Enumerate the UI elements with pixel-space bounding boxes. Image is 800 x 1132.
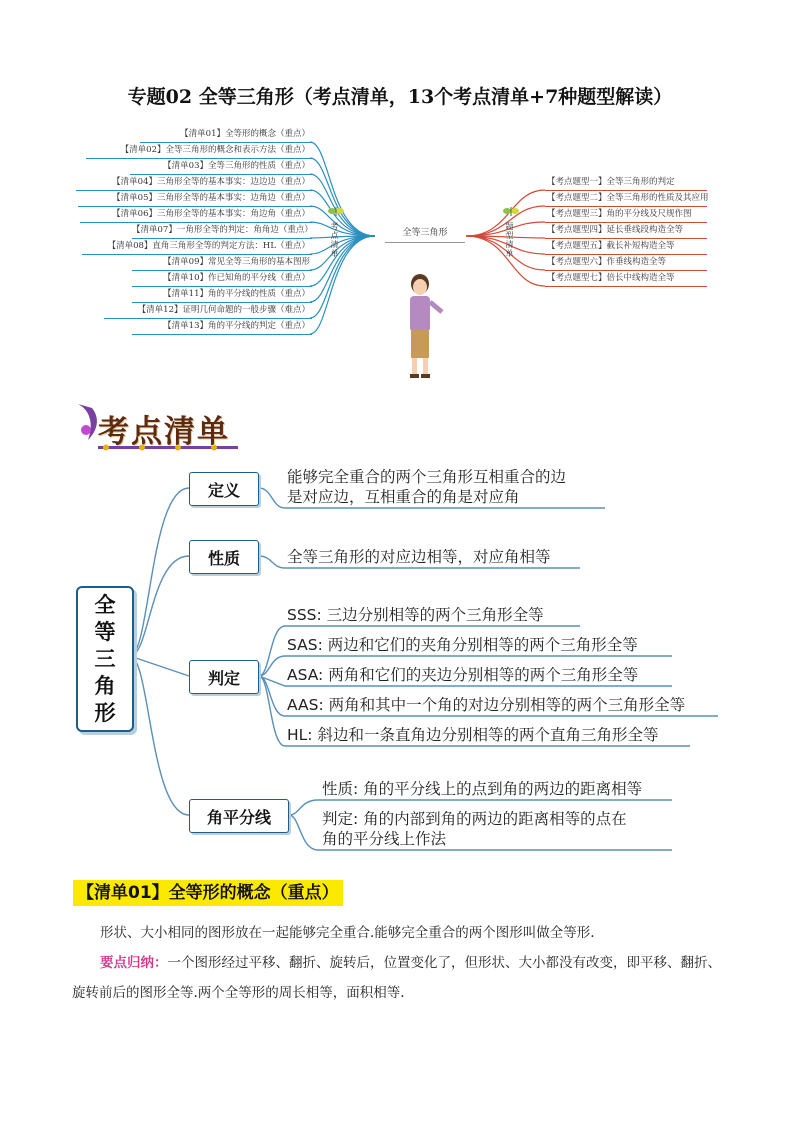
root-char: 全 [94, 592, 116, 617]
bisector-property: 性质: 角的平分线上的点到角的两边的距离相等 [322, 780, 643, 798]
overview-left-item: 【清单04】三角形全等的基本事实：边边边（重点） [76, 176, 312, 191]
root-char: 形 [94, 700, 116, 725]
overview-right-item: 【考点题型三】角的平分线及尺规作图 [545, 208, 707, 223]
branch-criteria: 判定 [189, 660, 259, 694]
page-title: 专题02 全等三角形（考点清单，13个考点清单+7种题型解读） [127, 86, 673, 108]
overview-right-item: 【考点题型五】截长补短构造全等 [545, 240, 707, 255]
banner-title: 考点清单 [98, 414, 230, 450]
criteria-sss: SSS: 三边分别相等的两个三角形全等 [287, 606, 544, 624]
overview-left-item: 【清单06】三角形全等的基本事实：角边角（重点） [80, 208, 312, 223]
key-points-label: 要点归纳： [100, 955, 168, 971]
key-points-text: 一个图形经过平移、翻折、旋转后，位置变化了，但形状、大小都没有改变，即平移、翻折、旋转前后的图形全等.两个全等形的周长相等，面积相等. [72, 955, 721, 1001]
criteria-asa: ASA: 两角和它们的夹边分别相等的两个三角形全等 [287, 666, 639, 684]
section-heading: 【清单01】全等形的概念（重点） [73, 880, 343, 906]
overview-left-item: 【清单07】一角形全等的判定：角角边（重点） [132, 224, 312, 239]
overview-right-item: 【考点题型二】全等三角形的性质及其应用 [545, 192, 707, 207]
overview-left-item: 【清单09】常见全等三角形的基本图形 [132, 256, 312, 271]
bisector-criteria-cont: 角的平分线上作法 [322, 830, 447, 848]
overview-left-item: 【清单01】全等形的概念（重点） [140, 128, 312, 143]
overview-right-item: 【考点题型一】全等三角形的判定 [545, 176, 707, 191]
overview-right-item: 【考点题型七】倍长中线构造全等 [545, 272, 707, 287]
overview-left-label: 考点清单 [330, 222, 339, 258]
overview-center-node: 全等三角形 [385, 226, 465, 243]
root-char: 角 [94, 673, 116, 698]
bisector-criteria: 判定: 角的内部到角的两边的距离相等的点在 [322, 810, 627, 828]
criteria-aas: AAS: 两角和其中一个角的对边分别相等的两个三角形全等 [287, 696, 686, 714]
overview-left-item: 【清单05】三角形全等的基本事实：边角边（重点） [78, 192, 312, 207]
overview-left-item: 【清单11】角的平分线的性质（重点） [132, 288, 312, 303]
root-char: 三 [94, 646, 116, 671]
branch-angle-bisector: 角平分线 [189, 799, 289, 833]
criteria-sas: SAS: 两边和它们的夹角分别相等的两个三角形全等 [287, 636, 638, 654]
section-paragraph-1: 形状、大小相同的图形放在一起能够完全重合.能够完全重合的两个图形叫做全等形. [100, 925, 595, 941]
overview-left-item: 【清单02】全等三角形的概念和表示方法（重点） [86, 144, 312, 159]
overview-left-item: 【清单03】全等三角形的性质（重点） [130, 160, 312, 175]
overview-left-item: 【清单13】角的平分线的判定（重点） [132, 320, 312, 335]
property-line: 全等三角形的对应边相等，对应角相等 [287, 548, 551, 566]
overview-right-label: 题型清单 [505, 222, 514, 258]
mindmap-root-node [76, 586, 134, 732]
root-char: 等 [94, 619, 116, 644]
branch-property: 性质 [189, 540, 259, 574]
definition-line: 能够完全重合的两个三角形互相重合的边 [287, 468, 567, 486]
criteria-hl: HL: 斜边和一条直角边分别相等的两个直角三角形全等 [287, 726, 659, 744]
overview-left-item: 【清单10】作已知角的平分线（重点） [132, 272, 312, 287]
definition-line: 是对应边，互相重合的角是对应角 [287, 488, 520, 506]
branch-definition: 定义 [189, 472, 259, 506]
overview-right-item: 【考点题型六】作垂线构造全等 [545, 256, 707, 271]
overview-left-item: 【清单12】证明几何命题的一般步骤（难点） [104, 304, 312, 319]
section-paragraph-2 [72, 948, 732, 1008]
overview-left-item: 【清单08】直角三角形全等的判定方法：HL（重点） [82, 240, 312, 255]
overview-right-item: 【考点题型四】延长垂线段构造全等 [545, 224, 707, 239]
